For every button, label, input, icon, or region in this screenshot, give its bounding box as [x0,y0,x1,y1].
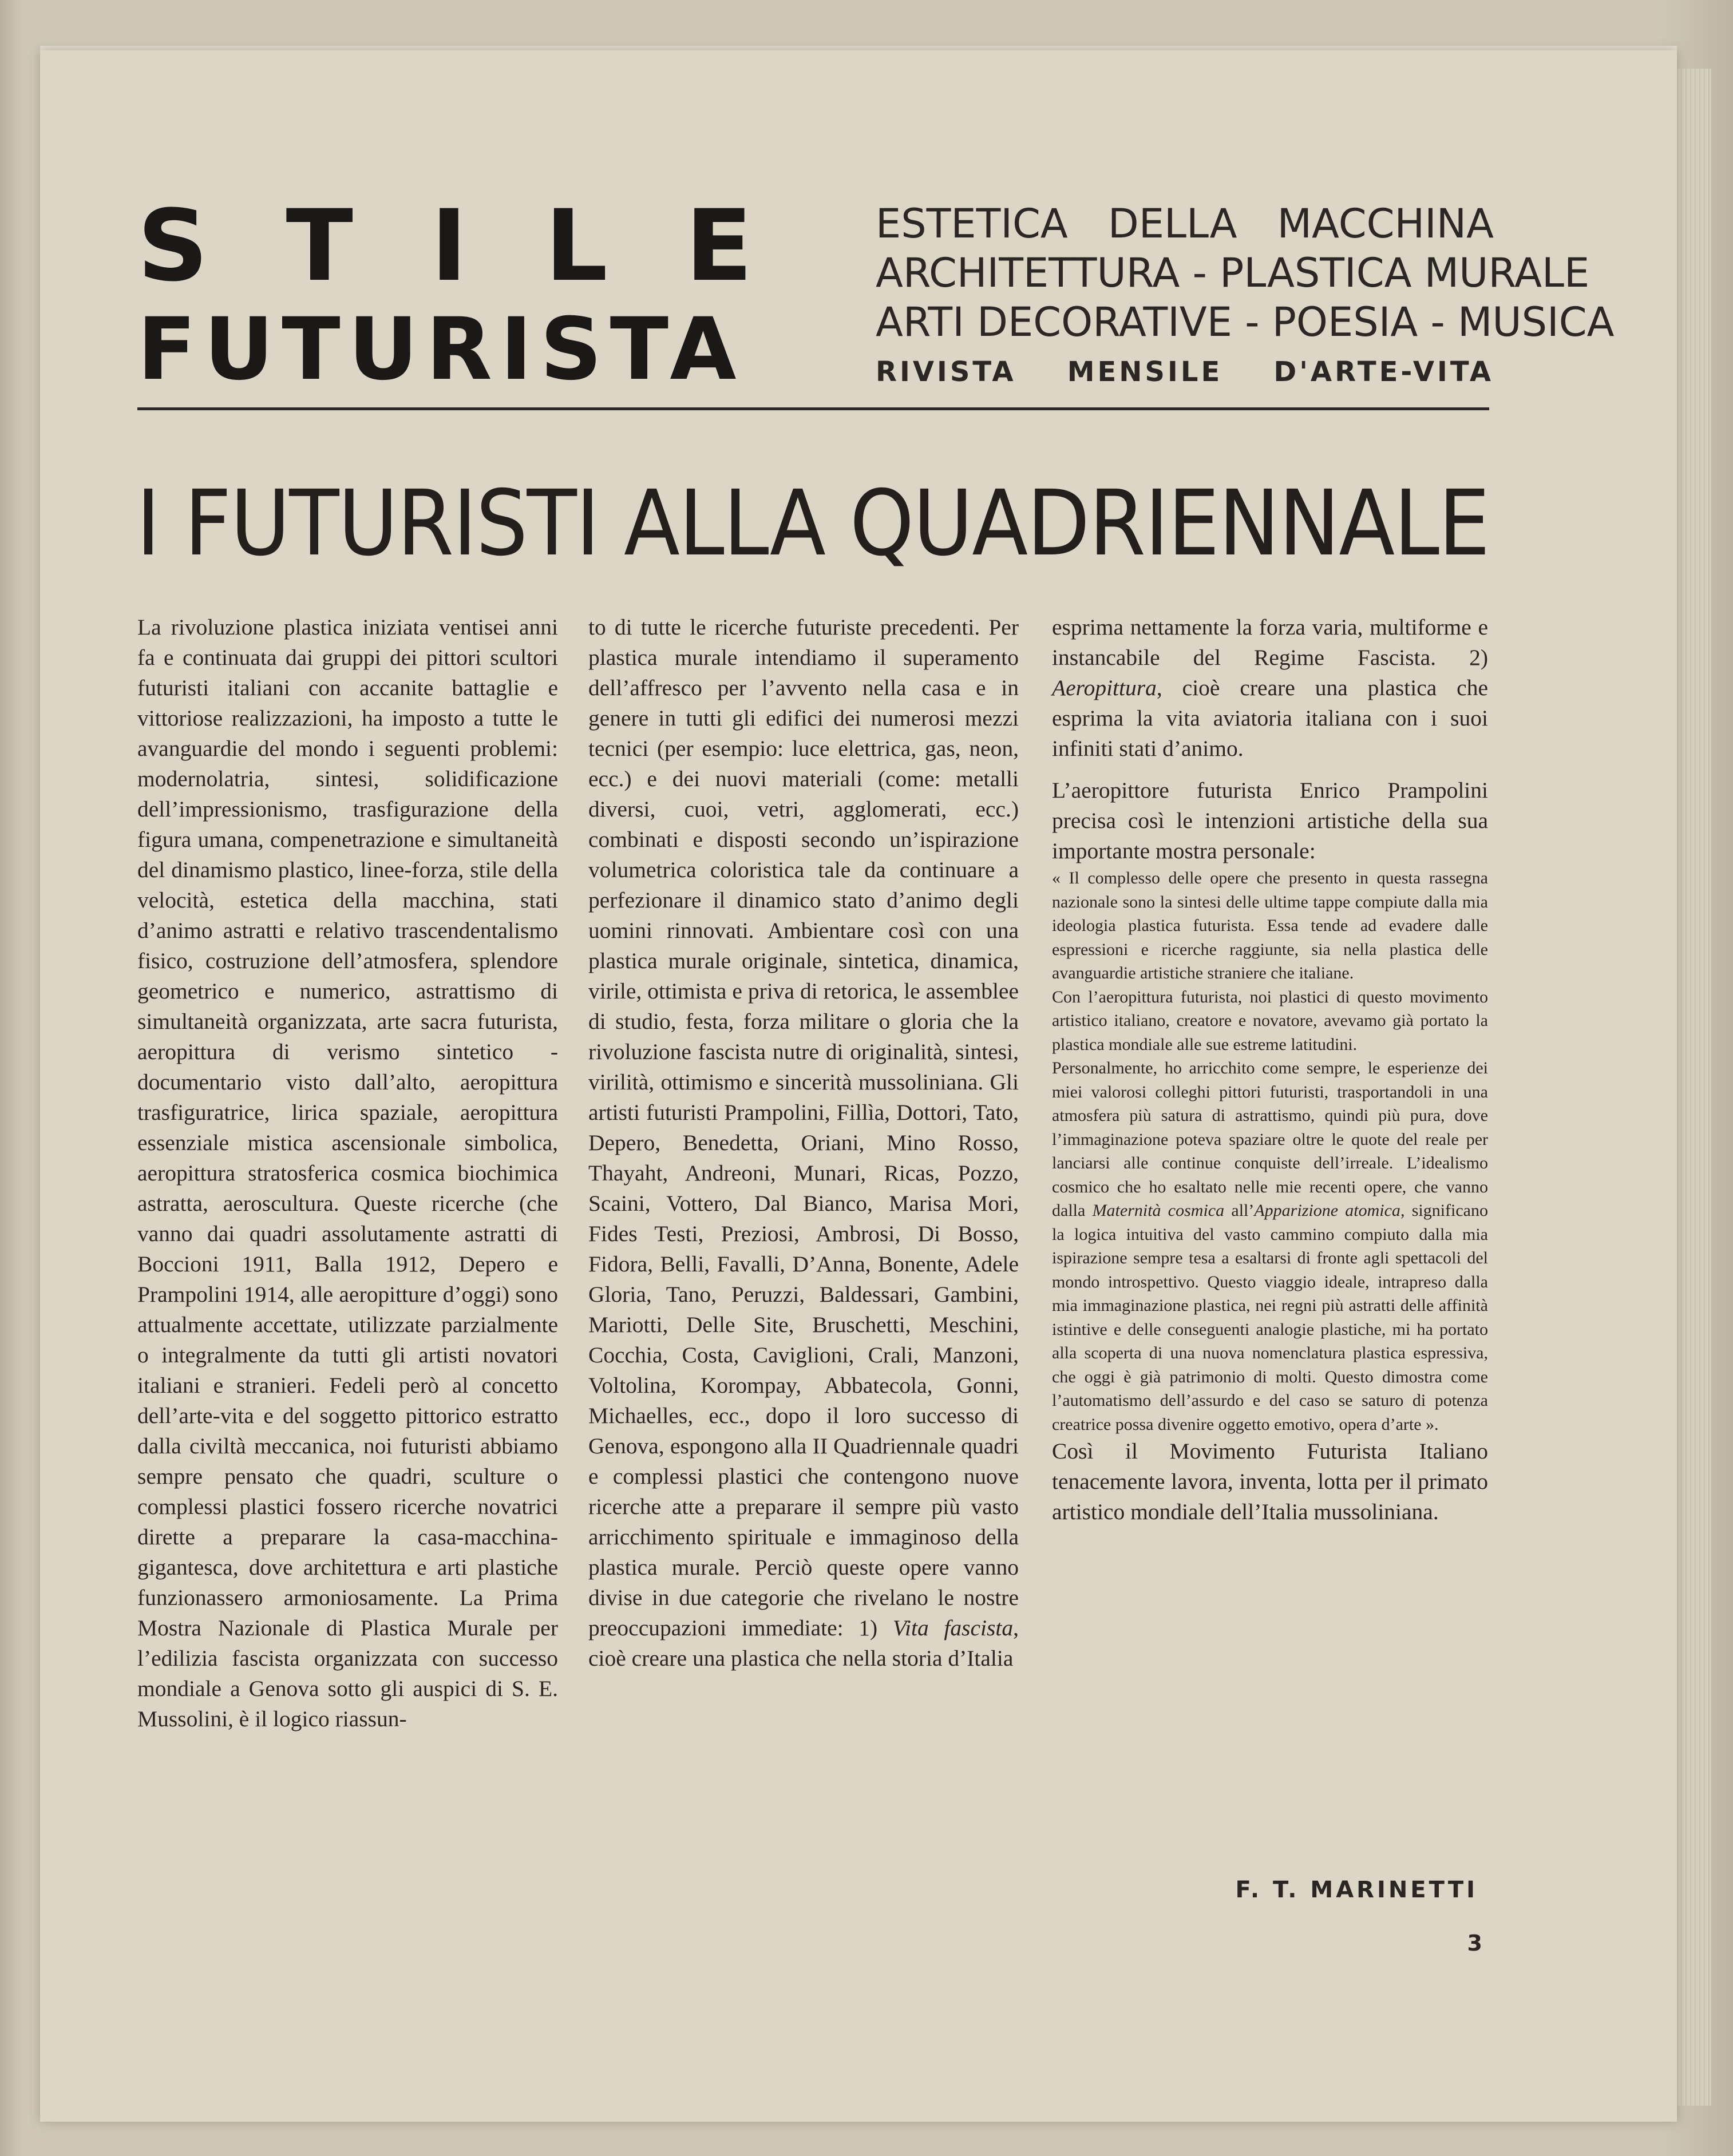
column-3-opening [1052,612,1488,764]
column-3-text-end: , cioè creare una plastica che esprima la vita aviatoria italiana con i suoi infiniti stati d’animo. [1052,675,1488,761]
article-column-2 [588,612,1019,1674]
masthead-subject-line: ARTI DECORATIVE - POESIA - MUSICA [876,299,1615,346]
italic-term-aeropittura: Aeropittura [1052,675,1157,700]
page-edge-right [1677,69,1711,2106]
masthead-letter: S [137,188,208,303]
masthead-title-line1 [137,188,753,303]
quote-text: all’ [1224,1201,1255,1220]
masthead-letter: I [430,188,468,303]
quote-paragraph [1052,1056,1488,1436]
masthead-letter: T [286,188,353,303]
quote-lead-in: L’aeropittore futurista Enrico Prampolini precisa così le intenzioni artistiche della sua importante mostra personale: [1052,778,1488,863]
quote-text: , significano la logica intuitiva del vasto cammino compiuto dalla mia ispirazione sempre tesa a esaltarsi di fronte agli spettacoli del mondo introspettivo. Questo viaggio ideale, intrapreso dalla mia immaginazione plastica, nei regni più astratti delle affinità istintive e delle conseguenti analogie plastiche, mi ha portato alla scoperta di una nuova nomenclatura plastica espressiva, che oggi è già patrimonio di molti. Questo dimostra come l’automatismo dell’assurdo e del caso se saturo di potenza creatrice possa divenire oggetto emotivo, opera d’arte ». [1052,1201,1488,1434]
column-2-text: to di tutte le ricerche futuriste precedenti. Per plastica murale intendiamo il superamento dell’affresco per l’avvento nella casa e in genere in tutti gli edifici dei numerosi mezzi tecnici (per esempio: luce elettrica, gas, neon, ecc.) e dei nuovi materiali (come: metalli diversi, cuoi, vetri, agglomerati, ecc.) combinati e disposti secondo un’ispirazione volumetrica coloristica tale da continuare a perfezionare il dinamico stato d’animo degli uomini rinnovati. Ambientare così con una plastica murale originale, sintetica, dinamica, virile, ottimista e priva di retorica, le assemblee di studio, festa, forza militare o gloria che la rivoluzione fascista nutre di originalità, sintesi, virilità, ottimismo e sincerità mussoliniana. Gli artisti futuristi Prampolini, Fillìa, Dottori, Tato, Depero, Benedetta, Oriani, Mino Rosso, Thayaht, Andreoni, Munari, Ricas, Pozzo, Scaini, Vottero, Dal Bianco, Marisa Mori, Fides Testi, Preziosi, Ambrosi, Di Bosso, Fidora, Belli, Favalli, D’Anna, Bonente, Adele Gloria, Tano, Peruzzi, Baldessari, Gambini, Mariotti, Delle Site, Bruschetti, Meschini, Cocchia, Costa, Caviglioni, Crali, Manzoni, Voltolina, Korompay, Abbatecola, Gonni, Michaelles, ecc., dopo il loro successo di Genova, espongono alla II Quadriennale quadri e complessi plastici che contengono nuove ricerche atte a preparare il sempre più vasto arricchimento spirituale e immaginoso della plastica murale. Perciò queste opere vanno divise in due categorie che rivelano le nostre preoccupazioni immediate: 1) [588,615,1019,1640]
masthead-title-line2: FUTURISTA [137,300,745,399]
masthead-title [137,188,755,399]
masthead-divider [137,407,1489,410]
article-headline: I FUTURISTI ALLA QUADRIENNALE [136,471,1489,576]
masthead-subject-line: ARCHITETTURA - PLASTICA MURALE [876,249,1590,296]
author-signature: F. T. MARINETTI [1235,1877,1478,1903]
italic-term-vita-fascista: Vita fascista [892,1615,1014,1640]
article-column-1 [137,612,558,1734]
italic-title-apparizione-atomica: Apparizione atomica [1254,1201,1400,1220]
masthead-letter: L [545,188,608,303]
masthead-subject-line: ESTETICA DELLA MACCHINA [876,200,1494,247]
article-column-3 [1052,612,1488,1527]
column-1-text: La rivoluzione plastica iniziata ventisei anni fa e continuata dai gruppi dei pittori scultori futuristi italiani con accanite battaglie e vittoriose realizzazioni, ha imposto a tutte le avanguardie del mondo i seguenti problemi: modernolatria, sintesi, solidificazione dell’impressionismo, trasfigurazione della figura umana, compenetrazione e simultaneità del dinamismo plastico, linee-forza, stile della velocità, estetica della macchina, stati d’animo astratti e relativo trascendentalismo fisico, costruzione dell’atmosfera, splendore geometrico e numerico, astrattismo di simultaneità organizzata, arte sacra futurista, aeropittura di verismo sintetico - documentario visto dall’alto, aeropittura trasfiguratrice, lirica spaziale, aeropittura essenziale mistica ascensionale simbolica, aeropittura stratosferica cosmica biochimica astratta, aeroscultura. Queste ricerche (che vanno dai quadri assolutamente astratti di Boccioni 1911, Balla 1912, Depero e Prampolini 1914, alle aeropitture d’oggi) sono attualmente accettate, utilizzate parzialmente o integralmente da tutti gli artisti novatori italiani e stranieri. Fedeli però al concetto dell’arte-vita e del soggetto pittorico estratto dalla civiltà meccanica, noi futuristi abbiamo sempre pensato che quadri, sculture o complessi plastici fossero ricerche novatrici dirette a preparare la casa-macchina-gigantesca, dove architettura e arti plastiche funzionassero armoniosamente. La Prima Mostra Nazionale di Plastica Murale per l’edilizia fascista organizzata con successo mondiale a Genova sotto gli auspici di S. E. Mussolini, è il logico riassun- [137,615,558,1731]
closing-paragraph: Così il Movimento Futurista Italiano tenacemente lavora, inventa, lotta per il primato artistico mondiale dell’Italia mussoliniana. [1052,1438,1488,1524]
masthead-subjects [876,199,1615,389]
quote-paragraph: Con l’aeropittura futurista, noi plastici di questo movimento artistico italiano, creatore e novatore, avevamo già portato la plastica mondiale alle sue estreme latitudini. [1052,987,1488,1054]
page-number: 3 [1467,1931,1482,1956]
column-2-text-end: , cioè creare una plastica che nella storia d’Italia [588,1615,1019,1671]
column-3-text: esprima nettamente la forza varia, multiforme e instancabile del Regime Fascista. 2) [1052,615,1488,670]
masthead-letter: E [685,188,753,303]
quote-paragraph: « Il complesso delle opere che presento in questa rassegna nazionale sono la sintesi delle ultime tappe compiute dalla mia ideologia plastica futurista. Essa tende ad evadere dalle espressioni e ricerche raggiunte, sia nella plastica delle avanguardie artistiche straniere che italiane. [1052,869,1488,982]
italic-title-maternita-cosmica: Maternità cosmica [1092,1201,1225,1220]
quote-text: Personalmente, ho arricchito come sempre, le esperienze dei miei valorosi colleghi pittori futuristi, trasportandoli in una atmosfera più satura di astrattismo, quindi più pura, dove l’immaginazione poteva spaziare oltre le quote del reale per lanciarsi alle continue conquiste dell’irreale. L’idealismo cosmico che ho esaltato nelle mie recenti opere, che vanno dalla [1052,1059,1488,1220]
masthead-subtitle: RIVISTA MENSILE D'ARTE-VITA [876,356,1494,388]
column-2-paragraph [588,612,1019,1674]
prampolini-quote [1052,866,1488,1436]
